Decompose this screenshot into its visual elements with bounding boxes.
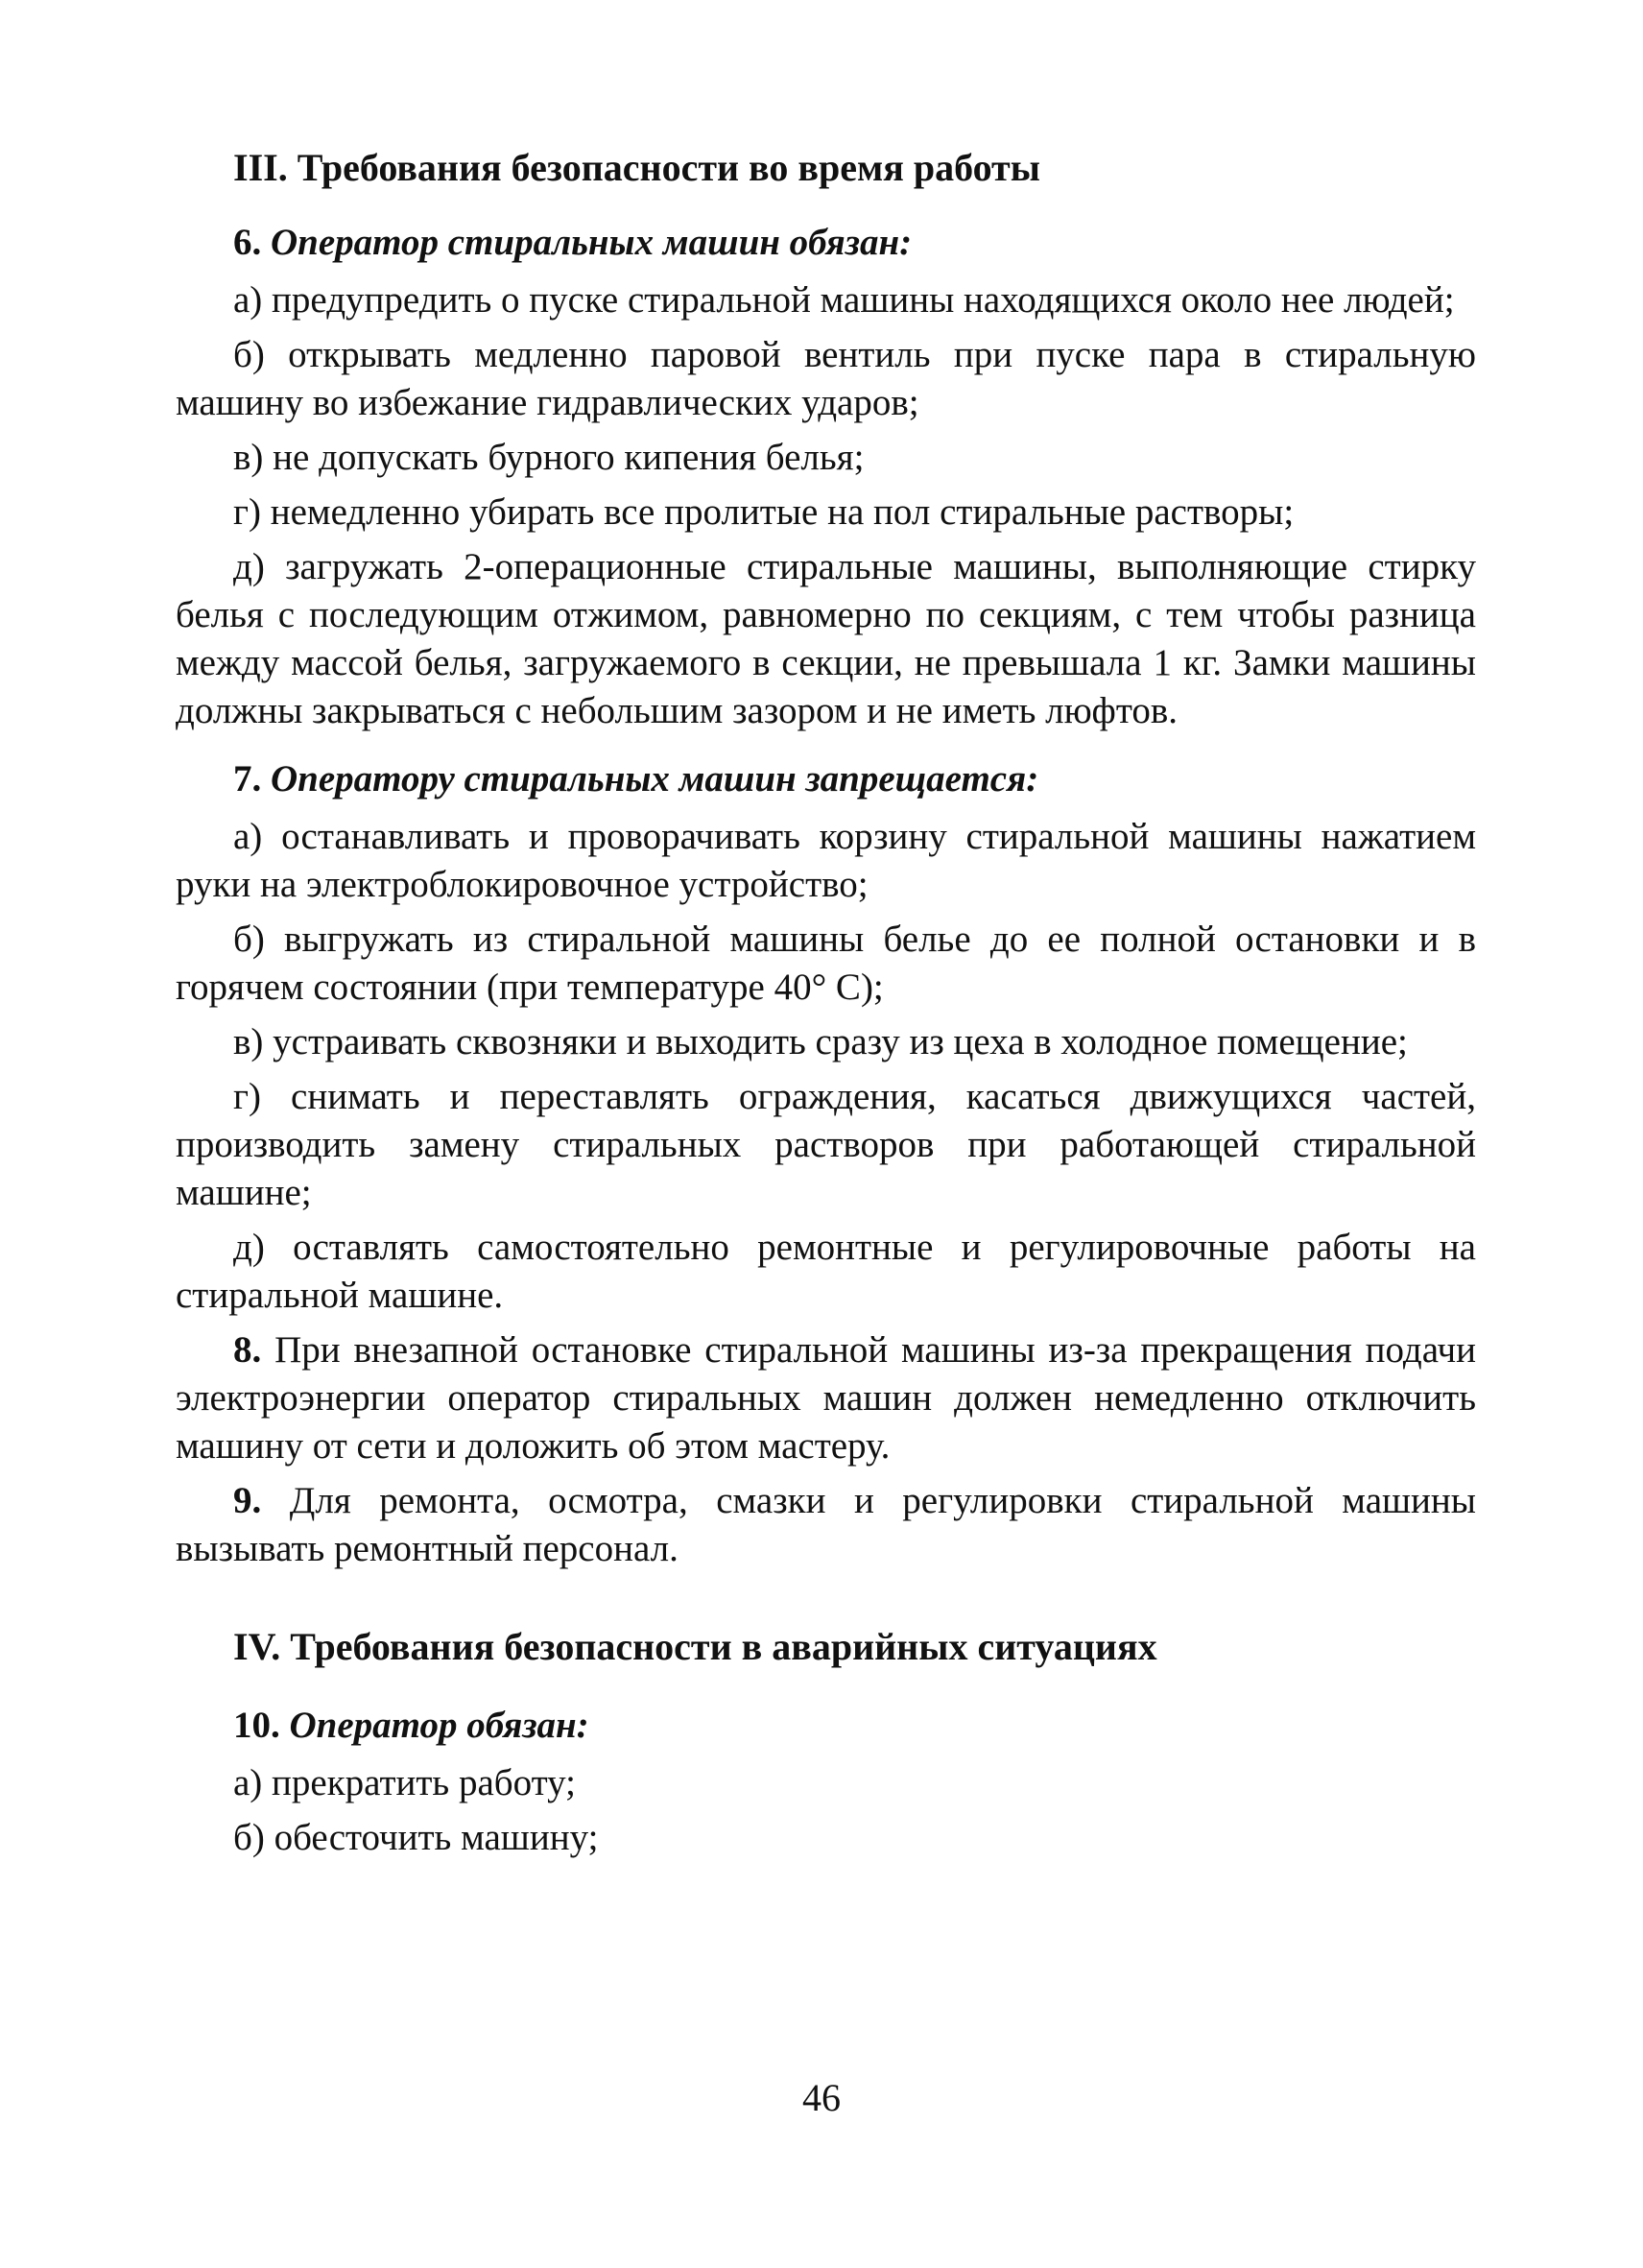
- page-content: [176, 144, 1476, 1869]
- clause-6-item-d: д) загружать 2-операционные стиральные машины, выполняющие стирку белья с последующим отжимом, равномерно по секциям, с тем чтобы разница между массой белья, загружаемого в секции, не превышала 1 кг. Замки машины должны закрываться с небольшим зазором и не иметь люфтов.: [176, 546, 1476, 731]
- section-3-heading: III. Требования безопасности во время работы: [233, 146, 1040, 189]
- clause-7-heading: [176, 755, 1476, 803]
- clause-10-number: 10.: [233, 1705, 280, 1746]
- clause-6-item-v: в) не допускать бурного кипения белья;: [233, 437, 865, 478]
- clause-8: [176, 1326, 1476, 1470]
- clause-10-heading: [176, 1702, 1476, 1750]
- clause-6-label: Оператор стиральных машин обязан:: [271, 222, 913, 263]
- clause-7-item-v: в) устраивать сквозняки и выходить сразу из цеха в холодное помещение;: [233, 1021, 1408, 1062]
- clause-7-item-b: б) выгружать из стиральной машины белье до ее полной остановки и в горячем состоянии (при температуре 40° С);: [176, 919, 1476, 1008]
- clause-8-number: 8.: [233, 1329, 262, 1371]
- clause-6-item-a: а) предупредить о пуске стиральной машины находящихся около нее людей;: [233, 279, 1455, 321]
- page-number: 46: [802, 2076, 841, 2119]
- clause-7-item-a: а) останавливать и проворачивать корзину стиральной машины нажатием руки на электроблокировочное устройство;: [176, 816, 1476, 905]
- clause-9: [176, 1477, 1476, 1573]
- clause-6-number: 6.: [233, 222, 262, 263]
- clause-6-item-g: г) немедленно убирать все пролитые на пол стиральные растворы;: [233, 491, 1295, 533]
- clause-7-label: Оператору стиральных машин запрещается:: [271, 758, 1039, 800]
- clause-10-item-b: б) обесточить машину;: [233, 1817, 599, 1858]
- clause-7-item-d: д) оставлять самостоятельно ремонтные и регулировочные работы на стиральной машине.: [176, 1227, 1476, 1316]
- clause-6-heading: [176, 219, 1476, 267]
- clause-9-text: Для ремонта, осмотра, смазки и регулировки стиральной машины вызывать ремонтный персонал.: [176, 1480, 1477, 1569]
- clause-10-item-a: а) прекратить работу;: [233, 1762, 576, 1803]
- clause-10-label: Оператор обязан:: [289, 1705, 589, 1746]
- clause-9-number: 9.: [233, 1480, 262, 1521]
- clause-7-number: 7.: [233, 758, 262, 800]
- clause-6-item-b: б) открывать медленно паровой вентиль при пуске пара в стиральную машину во избежание гидравлических ударов;: [176, 334, 1476, 423]
- clause-7-item-g: г) снимать и переставлять ограждения, касаться движущихся частей, производить замену стиральных растворов при работающей стиральной машине;: [176, 1076, 1476, 1213]
- clause-8-text: При внезапной остановке стиральной машины из-за прекращения подачи электроэнергии оператор стиральных машин должен немедленно отключить машину от сети и доложить об этом мастеру.: [176, 1329, 1477, 1467]
- section-4-heading: IV. Требования безопасности в аварийных ситуациях: [233, 1625, 1157, 1668]
